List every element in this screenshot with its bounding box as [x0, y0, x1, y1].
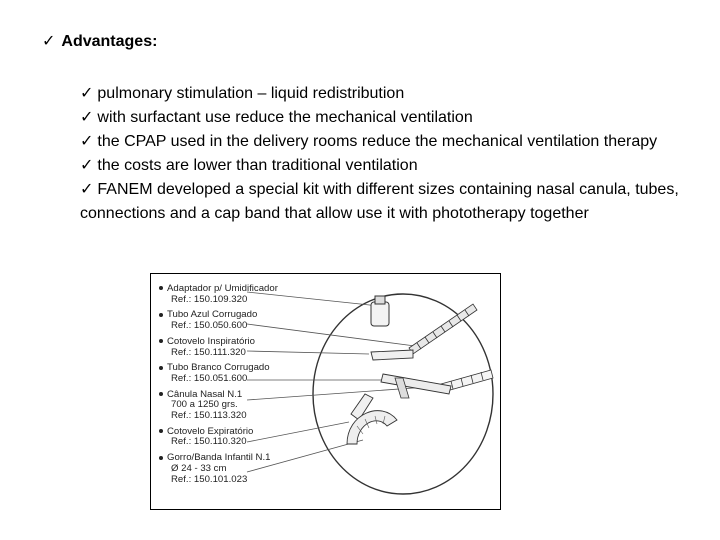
part-ref: Ref.: 150.050.600 [171, 320, 248, 332]
list-item [80, 106, 720, 130]
bullet-dot-icon [159, 286, 163, 290]
advantages-list [80, 82, 720, 226]
checkmark-icon: ✓ [80, 109, 94, 126]
part-ref: Ref.: 150.111.320 [171, 346, 246, 358]
part-name: Adaptador p/ Umidificador [167, 283, 278, 294]
part-name: Cânula Nasal N.1 [167, 388, 243, 400]
list-item [159, 453, 278, 485]
list-item-text: pulmonary stimulation – liquid redistribution [97, 85, 405, 102]
list-item [80, 154, 720, 178]
part-ref-2: Ref.: 150.113.320 [171, 410, 247, 422]
list-item [159, 390, 278, 422]
list-item [159, 337, 278, 358]
list-item-text: the costs are lower than traditional ventilation [97, 157, 418, 174]
list-item [80, 178, 720, 226]
list-item [80, 130, 720, 154]
part-ref-2: Ref.: 150.101.023 [171, 473, 248, 485]
bullet-dot-icon [159, 392, 163, 396]
list-item-text: with surfactant use reduce the mechanical ventilation [97, 109, 473, 126]
part-ref: 700 a 1250 grs. [171, 399, 238, 411]
part-ref: Ref.: 150.110.320 [171, 436, 247, 448]
bullet-dot-icon [159, 313, 163, 317]
part-ref: Ø 24 - 33 cm [171, 462, 227, 474]
checkmark-icon: ✓ [80, 85, 94, 102]
heading-text: Advantages: [61, 33, 158, 50]
list-item [159, 284, 278, 305]
part-ref: Ref.: 150.051.600 [171, 372, 248, 384]
part-ref: Ref.: 150.109.320 [171, 293, 248, 305]
part-name: Tubo Azul Corrugado [167, 309, 258, 321]
parts-list [159, 284, 278, 490]
part-name: Cotovelo Inspiratório [167, 335, 255, 347]
bullet-dot-icon [159, 429, 163, 433]
list-item-text: the CPAP used in the delivery rooms reduce the mechanical ventilation therapy [97, 133, 658, 150]
list-item [159, 363, 278, 384]
bullet-dot-icon [159, 456, 163, 460]
checkmark-icon: ✓ [42, 33, 56, 50]
part-name: Tubo Branco Corrugado [167, 362, 270, 374]
checkmark-icon: ✓ [80, 157, 94, 174]
list-item [80, 82, 720, 106]
list-item-text: FANEM developed a special kit with different sizes containing nasal canula, tubes, connections and a cap band that allow use it with phototherapy together [80, 181, 679, 222]
part-name: Cotovelo Expiratório [167, 425, 254, 437]
checkmark-icon: ✓ [80, 133, 94, 150]
bullet-dot-icon [159, 366, 163, 370]
cpap-kit-figure [150, 273, 501, 510]
bullet-dot-icon [159, 339, 163, 343]
list-item [159, 310, 278, 331]
part-name: Gorro/Banda Infantil N.1 [167, 452, 271, 464]
list-item [159, 427, 278, 448]
checkmark-icon: ✓ [80, 181, 94, 198]
advantages-heading [42, 31, 157, 51]
